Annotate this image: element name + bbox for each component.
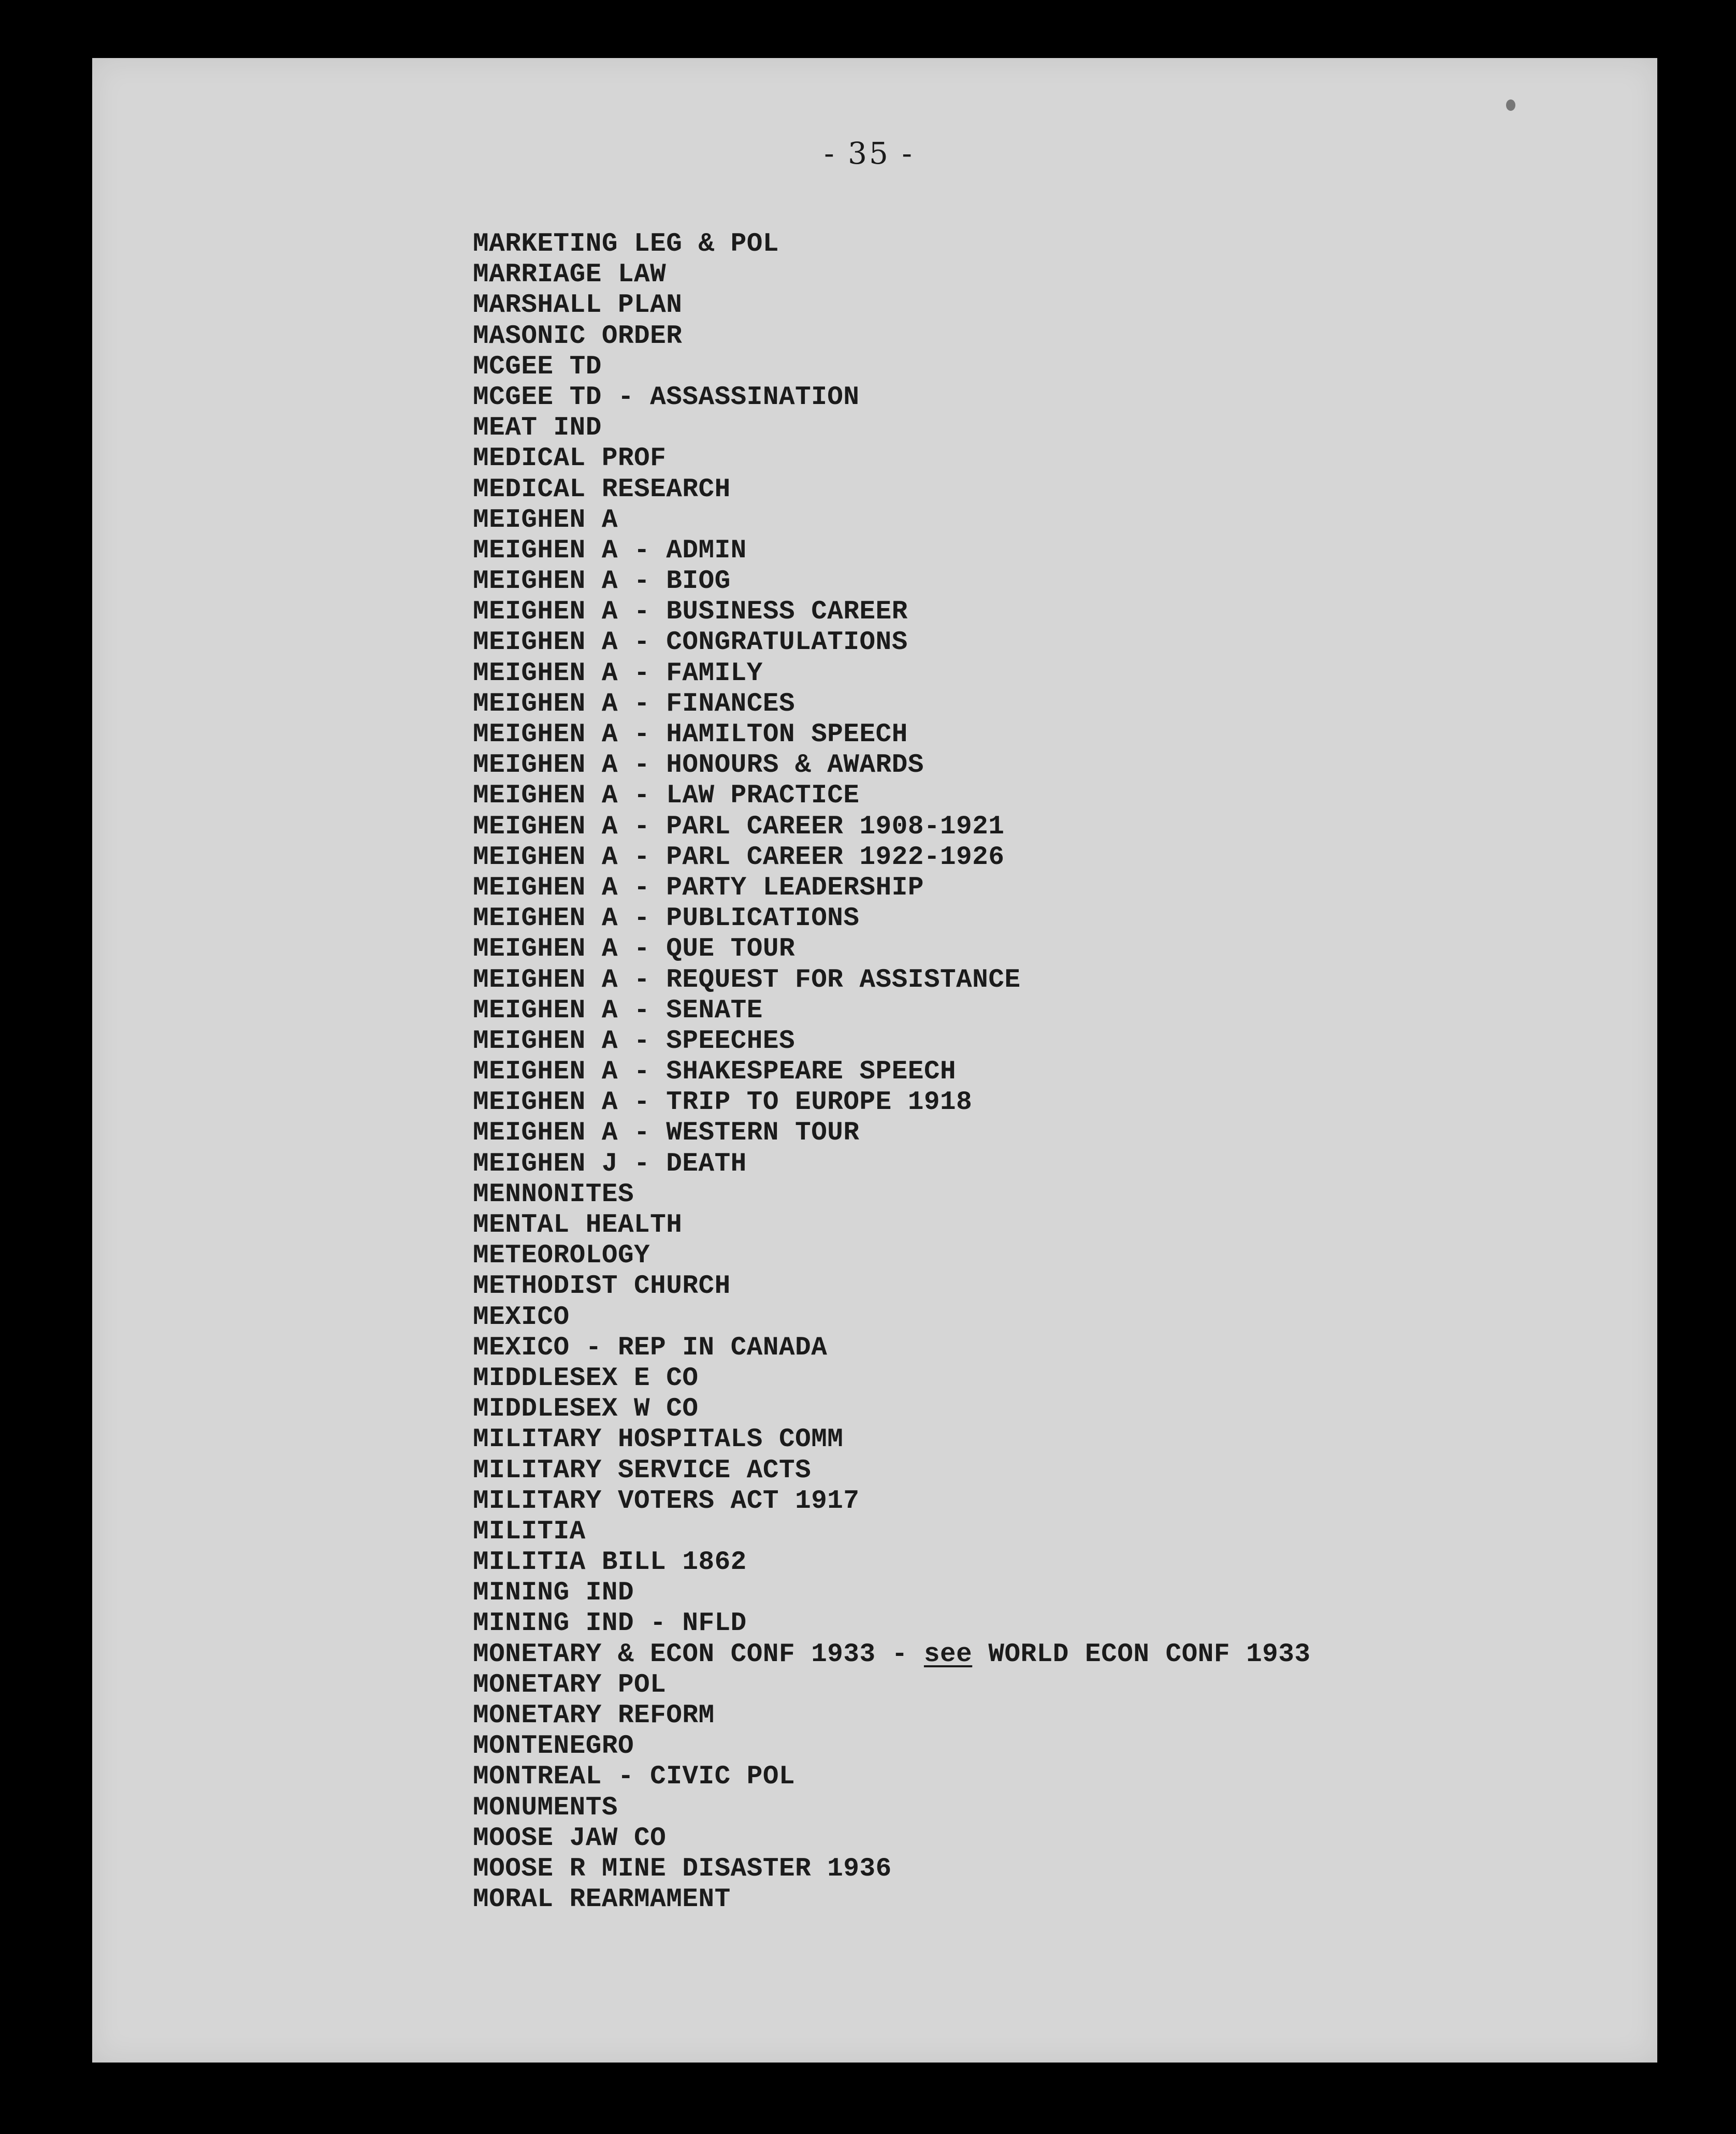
index-entry: MEDICAL RESEARCH xyxy=(473,474,731,504)
index-entry: MEIGHEN A - TRIP TO EUROPE 1918 xyxy=(473,1088,973,1118)
index-entry: METEOROLOGY xyxy=(473,1241,650,1271)
index-entry: MENTAL HEALTH xyxy=(473,1210,683,1240)
index-entry: MEIGHEN A - SHAKESPEARE SPEECH xyxy=(473,1057,957,1087)
index-entry: MEIGHEN A - FAMILY xyxy=(473,658,763,688)
index-entry: MEIGHEN A - BUSINESS CAREER xyxy=(473,597,908,627)
index-entry: MOOSE JAW CO xyxy=(473,1823,667,1853)
index-entry: MEIGHEN A - PARL CAREER 1922-1926 xyxy=(473,842,1005,872)
index-entry: MEIGHEN A - SENATE xyxy=(473,996,763,1026)
index-entry: MEXICO - REP IN CANADA xyxy=(473,1333,828,1363)
index-entry: MONUMENTS xyxy=(473,1793,618,1823)
index-entry: MCGEE TD - ASSASSINATION xyxy=(473,382,860,412)
see-reference-word: see xyxy=(923,1639,973,1669)
index-entry: MEIGHEN A - WESTERN TOUR xyxy=(473,1118,860,1148)
index-entry: MEAT IND xyxy=(473,413,602,443)
index-entry: MINING IND xyxy=(473,1578,634,1608)
index-entry: METHODIST CHURCH xyxy=(473,1272,731,1302)
index-entry: MONETARY POL xyxy=(473,1670,667,1700)
index-entry: MORAL REARMAMENT xyxy=(473,1885,731,1915)
index-entry: MEIGHEN J - DEATH xyxy=(473,1149,747,1179)
index-entry: MEIGHEN A - LAW PRACTICE xyxy=(473,781,860,811)
index-entry: MILITARY HOSPITALS COMM xyxy=(473,1425,844,1455)
index-entry: MILITIA BILL 1862 xyxy=(473,1548,747,1578)
index-entry: MEIGHEN A - REQUEST FOR ASSISTANCE xyxy=(473,965,1021,995)
page-number: - 35 - xyxy=(824,136,914,171)
index-entry: MARSHALL PLAN xyxy=(473,291,683,321)
cross-reference-target: WORLD ECON CONF 1933 xyxy=(972,1639,1311,1669)
index-entry: MONTREAL - CIVIC POL xyxy=(473,1762,795,1792)
cross-reference-text: MONETARY & ECON CONF 1933 - xyxy=(473,1639,924,1669)
index-entry: MIDDLESEX W CO xyxy=(473,1394,699,1424)
index-entry: MARRIAGE LAW xyxy=(473,260,667,290)
index-entry: MILITARY VOTERS ACT 1917 xyxy=(473,1486,860,1516)
index-entry: MONTENEGRO xyxy=(473,1732,634,1762)
index-entry: MEIGHEN A - PARTY LEADERSHIP xyxy=(473,873,924,903)
index-entry: MEIGHEN A - HONOURS & AWARDS xyxy=(473,751,924,781)
index-entry: MENNONITES xyxy=(473,1179,634,1209)
scan-speck xyxy=(1506,99,1515,111)
index-entry: MILITIA xyxy=(473,1517,586,1547)
index-entry: MEIGHEN A - ADMIN xyxy=(473,536,747,566)
index-entry: MILITARY SERVICE ACTS xyxy=(473,1455,812,1486)
index-entry: MEIGHEN A - BIOG xyxy=(473,567,731,597)
index-entry: MONETARY REFORM xyxy=(473,1701,715,1731)
index-entry: MEIGHEN A - CONGRATULATIONS xyxy=(473,628,908,658)
document-page xyxy=(92,58,1657,2063)
index-entry: MEIGHEN A - HAMILTON SPEECH xyxy=(473,720,908,749)
index-entry: MEDICAL PROF xyxy=(473,444,667,474)
subject-index-list xyxy=(473,229,1311,1915)
index-entry: MEIGHEN A - PUBLICATIONS xyxy=(473,904,860,934)
index-entry: MEIGHEN A - SPEECHES xyxy=(473,1026,795,1056)
index-entry: MIDDLESEX E CO xyxy=(473,1363,699,1393)
index-entry: MEIGHEN A - PARL CAREER 1908-1921 xyxy=(473,812,1005,842)
index-entry: MEIGHEN A - FINANCES xyxy=(473,689,795,719)
index-entry: MINING IND - NFLD xyxy=(473,1609,747,1639)
index-entry: MEXICO xyxy=(473,1302,570,1332)
index-entry: MCGEE TD xyxy=(473,352,602,382)
index-entry: MEIGHEN A xyxy=(473,505,618,535)
index-entry: MARKETING LEG & POL xyxy=(473,229,779,259)
index-entry-cross-reference xyxy=(473,1639,1311,1670)
index-entry: MASONIC ORDER xyxy=(473,321,683,351)
index-entry: MEIGHEN A - QUE TOUR xyxy=(473,934,795,964)
index-entry: MOOSE R MINE DISASTER 1936 xyxy=(473,1854,892,1884)
